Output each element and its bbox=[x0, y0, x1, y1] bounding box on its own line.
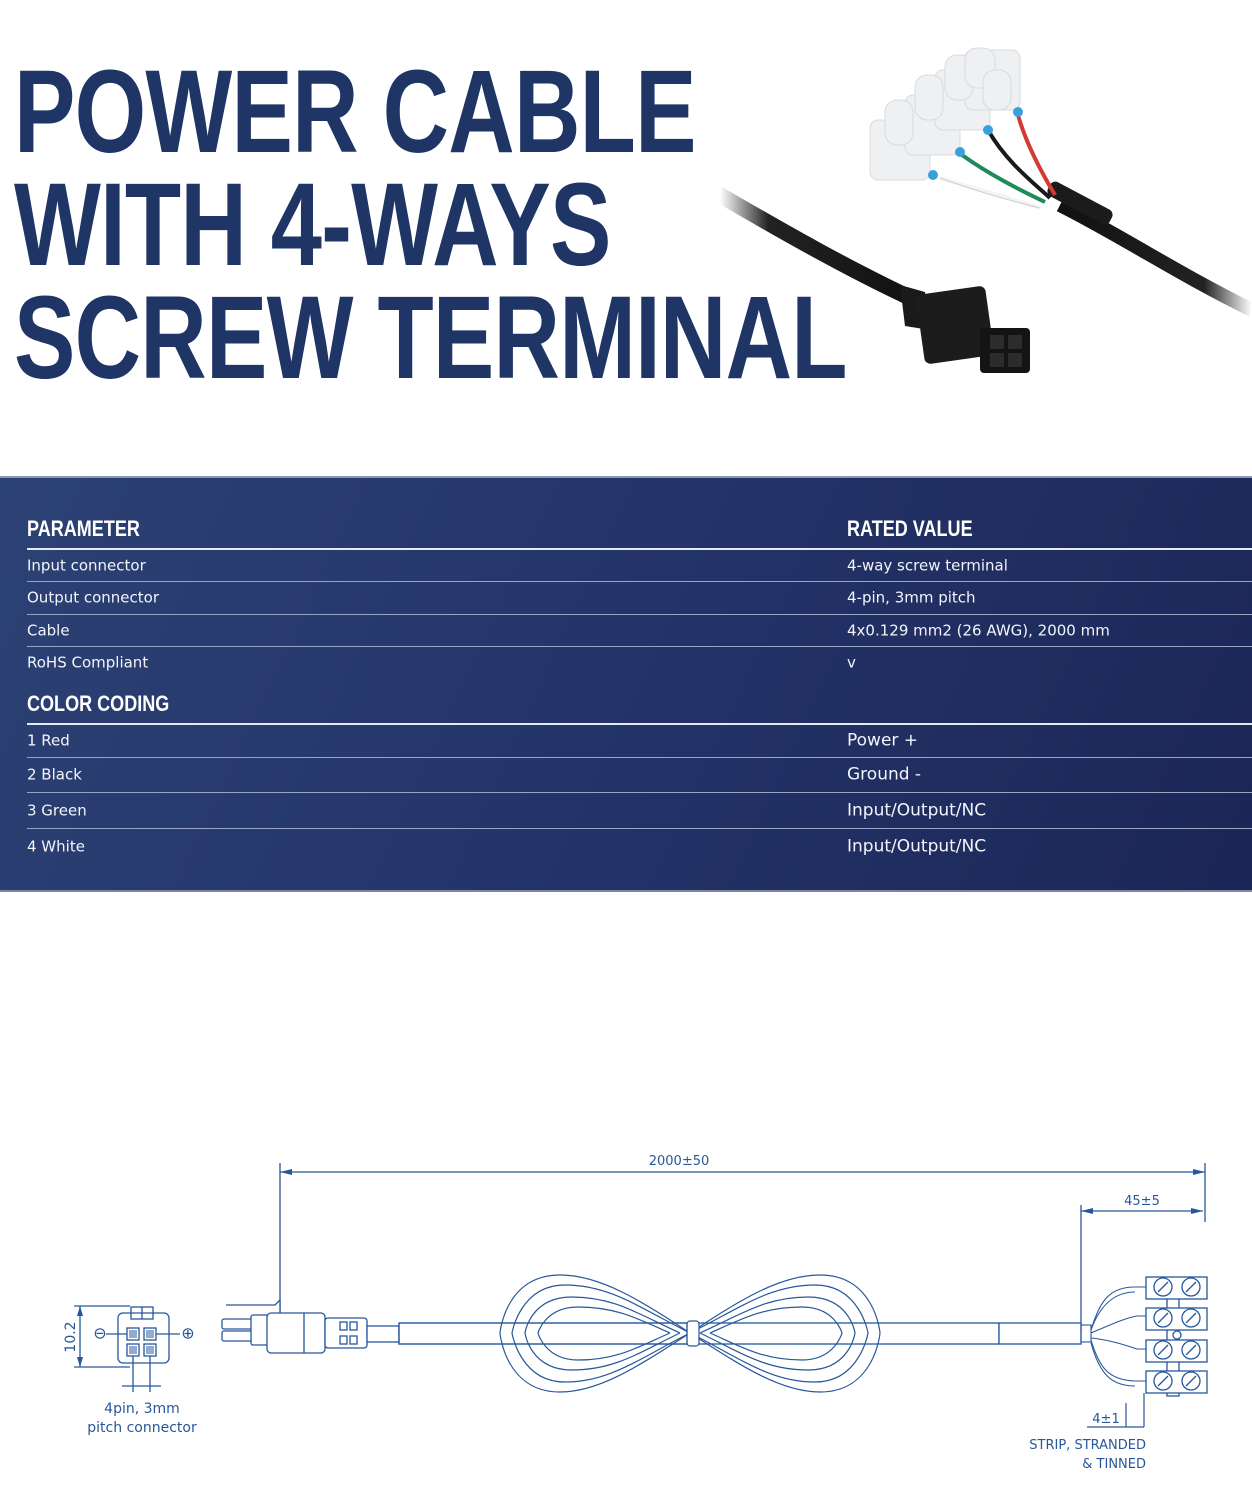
color-coding-table bbox=[27, 689, 1252, 864]
rated-value-column-header: RATED VALUE bbox=[847, 516, 973, 541]
wire-color: 2 Black bbox=[27, 765, 82, 784]
parameter-column-header: PARAMETER bbox=[27, 516, 140, 541]
wire-color: 4 White bbox=[27, 837, 85, 856]
connector-note-line-2: pitch connector bbox=[87, 1420, 197, 1436]
minus-icon: ⊖ bbox=[93, 1323, 107, 1343]
parameter-value: v bbox=[847, 653, 856, 672]
connector-note-line-1: 4pin, 3mm bbox=[104, 1401, 180, 1417]
color-coding-header bbox=[27, 689, 1252, 725]
stripped-wires bbox=[1081, 1287, 1148, 1386]
title-line-2: WITH 4-WAYS bbox=[14, 159, 611, 291]
wire-function: Power + bbox=[847, 730, 919, 751]
parameter-value: 4-way screw terminal bbox=[847, 556, 1008, 575]
spec-panel bbox=[0, 476, 1252, 892]
connector-height-label: 10.2 bbox=[63, 1321, 79, 1353]
title-line-3: SCREW TERMINAL bbox=[14, 272, 847, 404]
parameter-name: Output connector bbox=[27, 588, 160, 607]
parameter-table-header bbox=[27, 514, 1252, 550]
table-row bbox=[27, 829, 1252, 864]
table-row bbox=[27, 793, 1252, 829]
wire-function: Ground - bbox=[847, 764, 922, 785]
table-row bbox=[27, 615, 1252, 647]
title-line-1: POWER CABLE bbox=[14, 46, 696, 178]
table-row bbox=[27, 647, 1252, 678]
strip-note-line-1: STRIP, STRANDED bbox=[1029, 1438, 1146, 1453]
wire-function: Input/Output/NC bbox=[847, 836, 987, 857]
color-coding-title: COLOR CODING bbox=[27, 691, 170, 716]
wire-color: 1 Red bbox=[27, 731, 70, 750]
parameter-name: Cable bbox=[27, 621, 70, 640]
table-row bbox=[27, 550, 1252, 582]
table-row bbox=[27, 582, 1252, 615]
parameter-table bbox=[27, 514, 1252, 678]
parameter-value: 4x0.129 mm2 (26 AWG), 2000 mm bbox=[847, 621, 1110, 640]
table-row bbox=[27, 758, 1252, 793]
parameter-value: 4-pin, 3mm pitch bbox=[847, 588, 976, 607]
wire-function: Input/Output/NC bbox=[847, 800, 987, 821]
connector-front-view bbox=[74, 1306, 180, 1392]
parameter-name: RoHS Compliant bbox=[27, 653, 149, 672]
strip-note-line-2: & TINNED bbox=[1082, 1457, 1146, 1472]
parameter-name: Input connector bbox=[27, 556, 146, 575]
plus-icon: ⊕ bbox=[181, 1323, 195, 1343]
strip-end-label: 4±1 bbox=[1092, 1412, 1120, 1427]
table-row bbox=[27, 725, 1252, 758]
strip-length-label: 45±5 bbox=[1124, 1194, 1160, 1209]
product-photo bbox=[700, 30, 1252, 430]
wire-color: 3 Green bbox=[27, 801, 87, 820]
total-length-label: 2000±50 bbox=[648, 1154, 710, 1169]
technical-drawing bbox=[0, 1130, 1252, 1501]
